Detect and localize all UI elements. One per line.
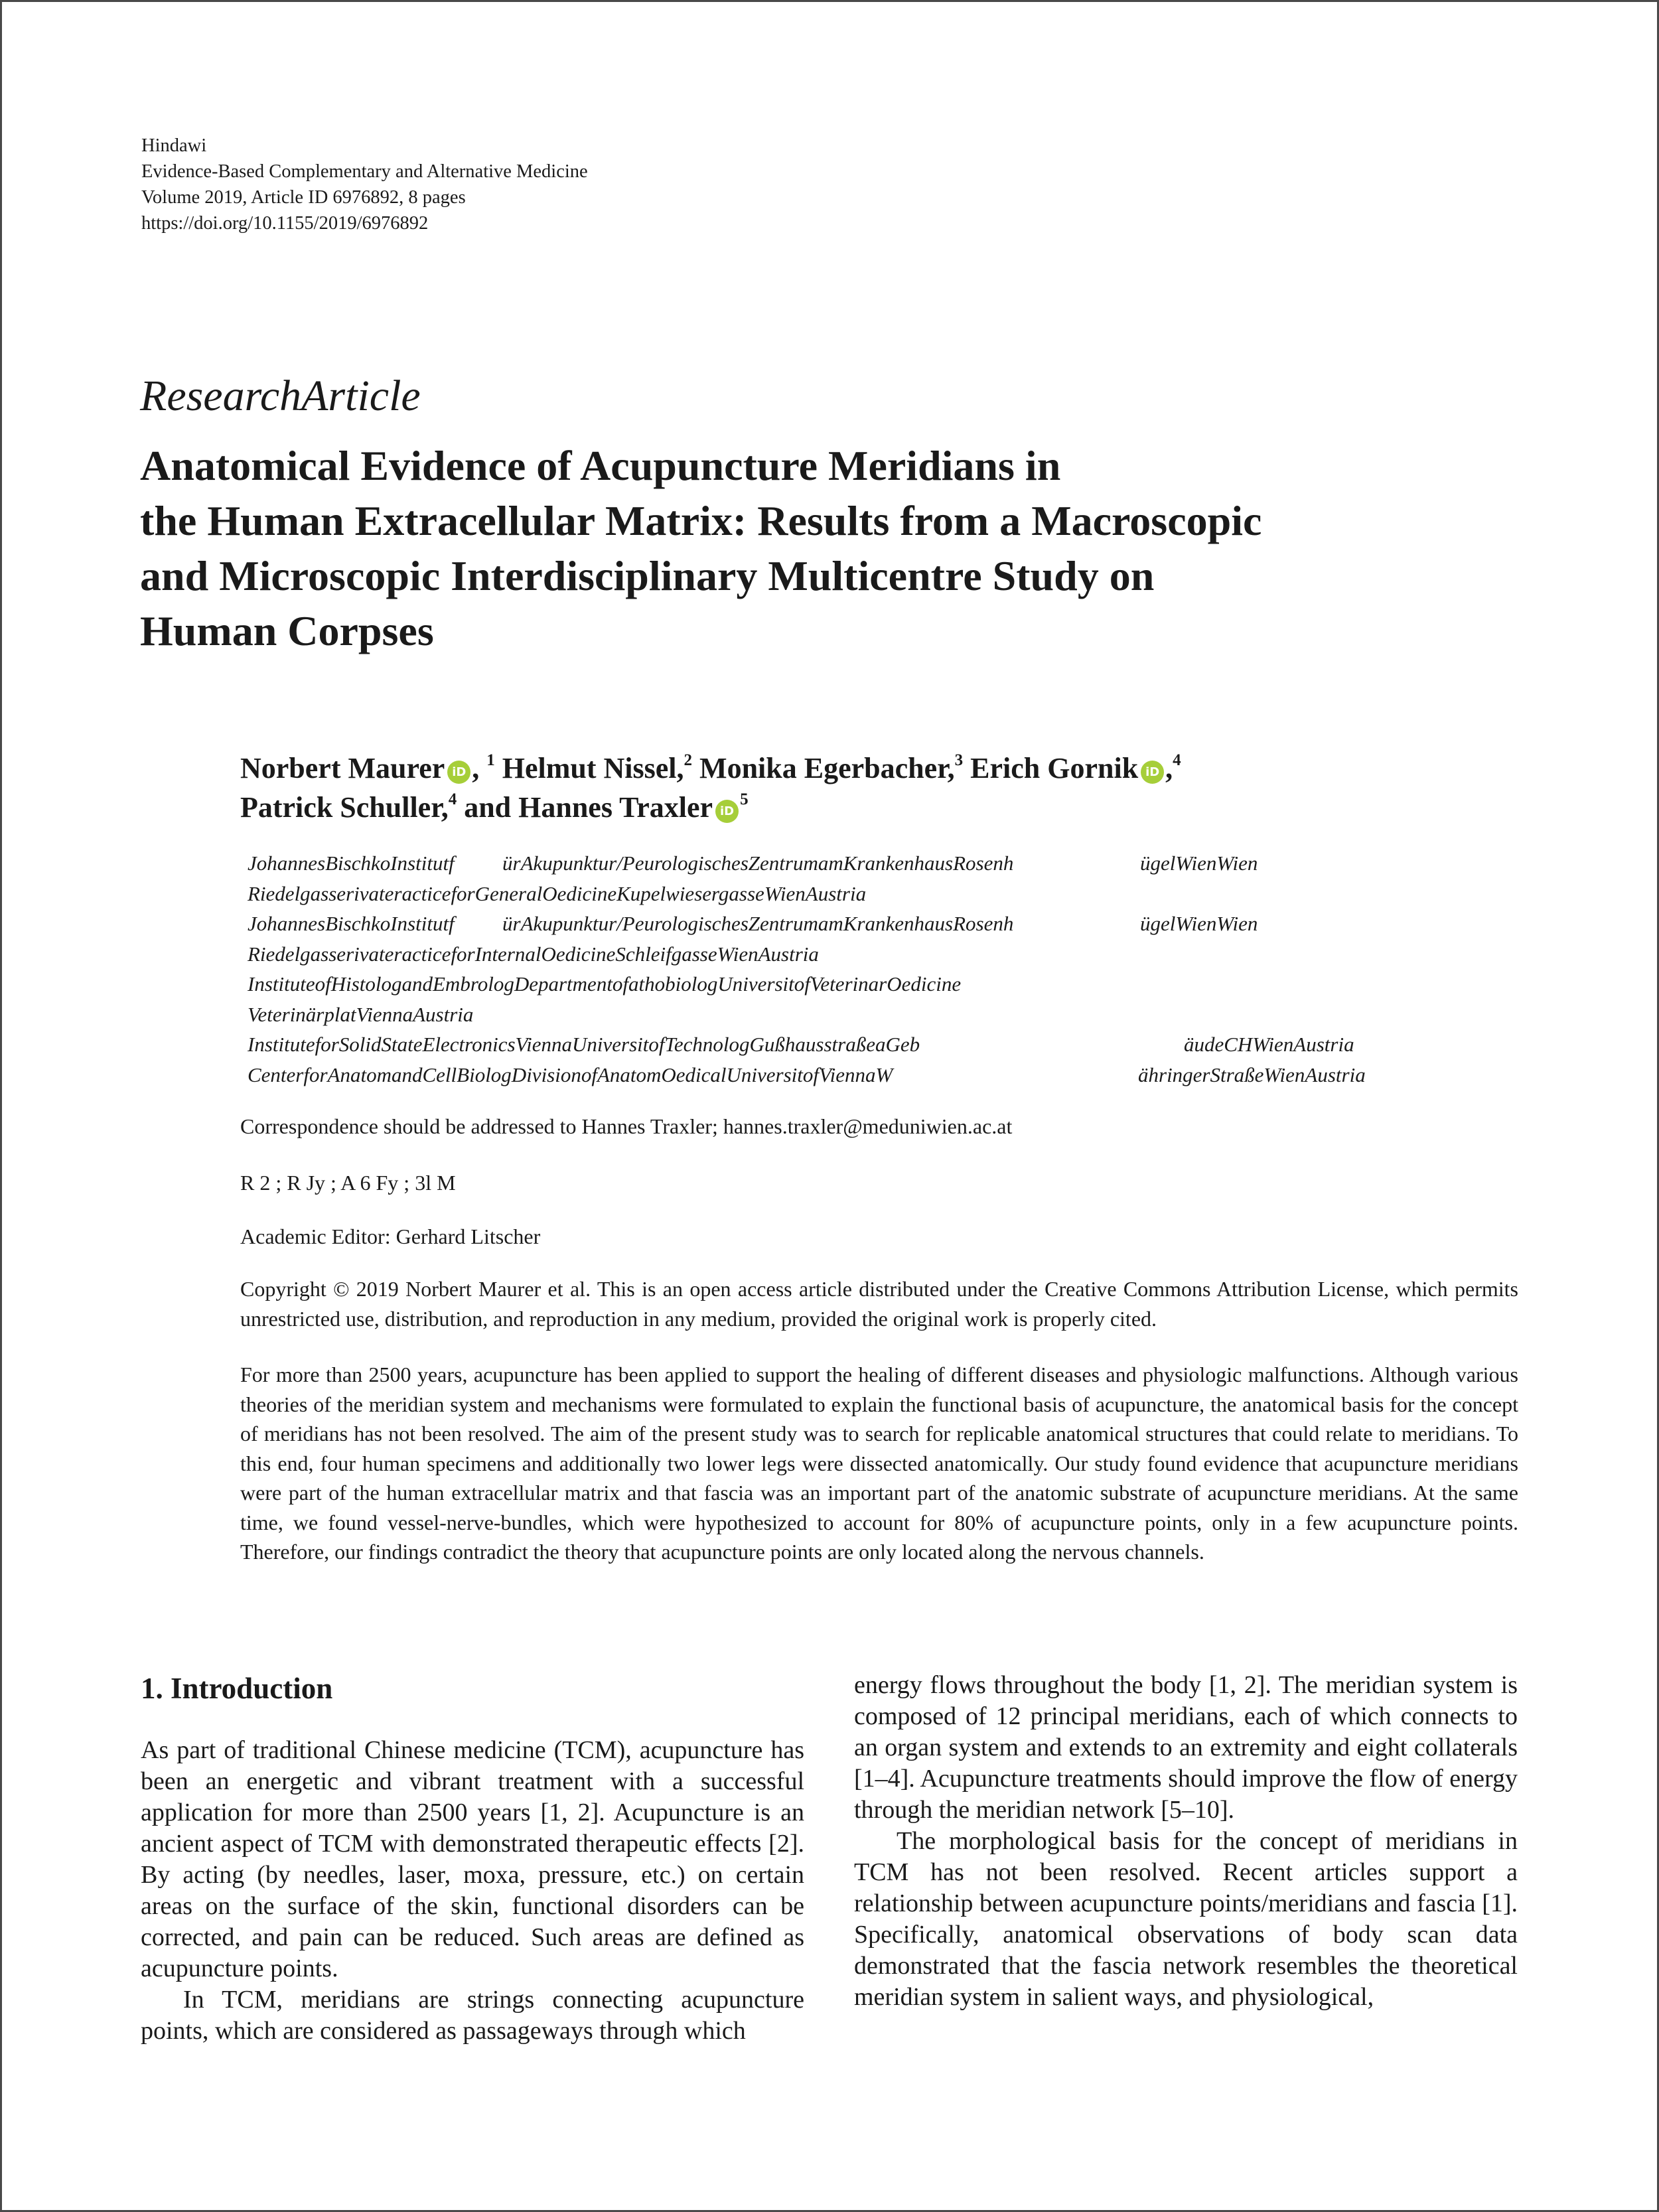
title-line: the Human Extracellular Matrix: Results from a Macroscopic <box>140 497 1262 544</box>
affiliation-marker: 1 <box>486 751 495 769</box>
affiliation-marker: 3 <box>954 751 964 769</box>
abstract-text: For more than 2500 years, acupuncture has been applied to support the healing of different diseases and physiologic malfunctions. Although various theories of the meridian system and mechanisms were formulated to explain the functional basis of acupuncture, the anatomical basis for the concept of meridians has not been resolved. The aim of the present study was to search for replicable anatomical structures that could relate to meridians. To this end, four human specimens and additionally two lower legs were dissected anatomically. Our study found evidence that acupuncture meridians were part of the human extracellular matrix and that fascia was an important part of the anatomic substrate of acupuncture meridians. At the same time, we found vessel-nerve-bundles, which were hypothesized to account for 80% of acupuncture points, only in a few acupuncture points. Therefore, our findings contradict the theory that acupuncture points are only located along the nervous channels. <box>240 1363 1518 1564</box>
left-column <box>141 1670 804 2047</box>
affiliation-marker: 2 <box>684 751 693 769</box>
correspondence-line: Correspondence should be addressed to Hannes Traxler; hannes.traxler@meduniwien.ac.at <box>240 1114 1013 1138</box>
article-type: ResearchArticle <box>140 372 421 420</box>
journal-header <box>141 133 588 236</box>
right-column <box>854 1670 1518 2013</box>
journal-name: Evidence-Based Complementary and Alternative Medicine <box>141 161 588 182</box>
academic-editor: Academic Editor: Gerhard Litscher <box>240 1224 541 1248</box>
orcid-icon[interactable]: iD <box>447 761 470 784</box>
title-line: Human Corpses <box>140 607 434 654</box>
author-name: Erich Gornik <box>970 752 1139 784</box>
title-line: Anatomical Evidence of Acupuncture Meridians in <box>140 442 1061 489</box>
copyright-notice: Copyright © 2019 Norbert Maurer et al. This is an open access article distributed under the Creative Commons Attribution License, which permits unrestricted use, distribution, and reproduction in any medium, provided the original work is properly cited. <box>240 1277 1518 1331</box>
body-paragraph: energy flows throughout the body [1, 2]. The meridian system is composed of 12 principal meridians, each of which connects to an organ system and extends to an extremity and eight collaterals [1–4]. Acupuncture treatments should improve the flow of energy through the meridian network [5–10]. <box>854 1671 1518 1824</box>
affiliation-marker: 4 <box>1173 751 1181 769</box>
author-list <box>240 749 1501 827</box>
author-name: Monika Egerbacher, <box>699 752 955 784</box>
doi-link[interactable]: https://doi.org/10.1155/2019/6976892 <box>141 213 429 234</box>
section-heading: 1. Introduction <box>141 1672 333 1705</box>
orcid-icon[interactable]: iD <box>1141 761 1164 784</box>
publisher-name: Hindawi <box>141 135 207 156</box>
body-paragraph: As part of traditional Chinese medicine (TCM), acupuncture has been an energetic and vibrant treatment with a successful application for more than 2500 years [1, 2]. Acupuncture is an ancient aspect of TCM with demonstrated therapeutic effects [2]. By acting (by needles, laser, moxa, pressure, etc.) on certain areas on the surface of the skin, functional disorders can be corrected, and pain can be reduced. Such areas are defined as acupuncture points. <box>141 1736 804 1982</box>
affiliation-marker: 5 <box>740 790 749 808</box>
received-accepted-dates: R 2 ; R Jy ; A 6 Fy ; 3l M <box>240 1171 456 1195</box>
article-title <box>140 438 1567 658</box>
body-paragraph: The morphological basis for the concept of meridians in TCM has not been resolved. Recent articles support a relationship between acupuncture points/meridians and fascia [1]. Specifically, anatomical observations of body scan data demonstrated that the fascia network resembles the theoretical meridian system in salient ways, and physiological, <box>854 1827 1518 2011</box>
author-line: Norbert Maurer iD , $^1$ Helmut Nissel,$^2$ Monika Egerbacher,$^3$ Erich Gornik iD ,$^4$ <box>240 751 1181 784</box>
author-name: Helmut Nissel, <box>502 752 684 784</box>
author-line <box>240 788 1501 827</box>
orcid-icon[interactable]: iD <box>715 800 739 823</box>
author-name: and Hannes Traxler <box>464 791 713 824</box>
affiliation-marker: 4 <box>448 790 457 808</box>
volume-info: Volume 2019, Article ID 6976892, 8 pages <box>141 187 466 208</box>
title-line: and Microscopic Interdisciplinary Multicentre Study on <box>140 552 1155 599</box>
author-name: Norbert Maurer <box>240 752 445 784</box>
author-name: Patrick Schuller, <box>240 791 449 824</box>
body-paragraph: In TCM, meridians are strings connecting acupuncture points, which are considered as passageways through which <box>141 1986 804 2045</box>
